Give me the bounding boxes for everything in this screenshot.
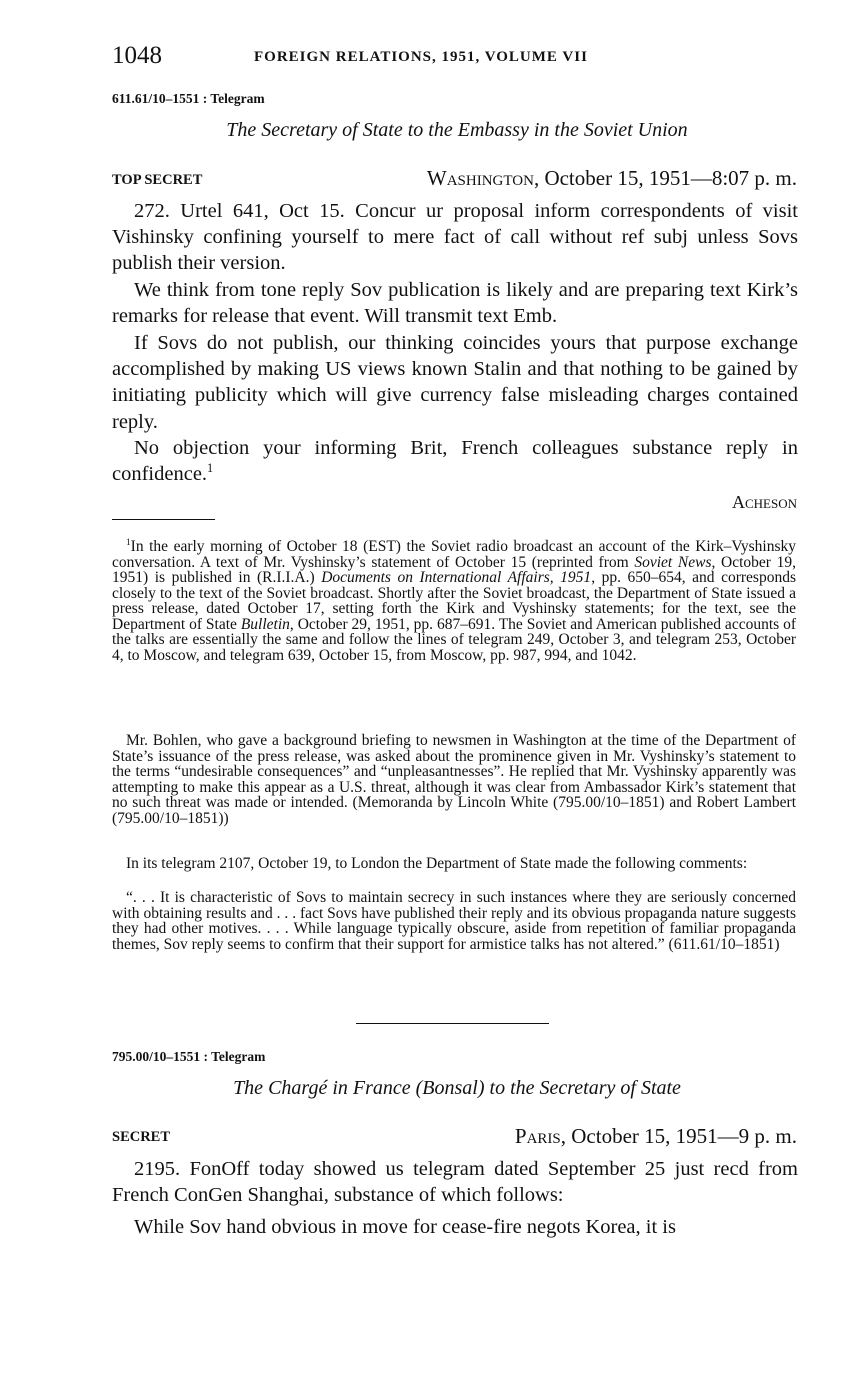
doc1-dateline: [427, 166, 797, 191]
doc2-title: The Chargé in France (Bonsal) to the Secretary of State: [233, 1077, 681, 1099]
footnote-paragraph-2: Mr. Bohlen, who gave a background briefing to newsmen in Washington at the time of the Department of State’s issuance of the press release, was asked about the prominence given in Mr. Vyshinsky’s statement to the terms “undesirable consequences” and “unpleasantnesses”. He replied that Mr. Vyshinsky apparently was attempting to make this appear as a U.S. threat, although it was clear from Ambassador Kirk’s statement that no such threat was made or intended. (Memoranda by Lincoln White (795.00/10–1851) and Robert Lambert (795.00/10–1851)): [112, 732, 796, 827]
doc2-paragraph-1: 2195. FonOff today showed us telegram dated September 25 just recd from French ConGen Shanghai, substance of which follows:: [112, 1158, 798, 1207]
footnote-paragraph-3: In its telegram 2107, October 19, to London the Department of State made the following comments:: [126, 855, 748, 872]
doc1-file-ref: 611.61/10–1551 : Telegram: [112, 91, 265, 106]
page-number: 1048: [112, 42, 162, 69]
footnote-marker: 1: [126, 537, 131, 548]
footnote-reference: 1: [207, 461, 214, 476]
running-head: FOREIGN RELATIONS, 1951, VOLUME VII: [254, 49, 588, 65]
page-header: [112, 40, 802, 74]
footnote-paragraph-1: $^1$In the early morning of October 18 (EST) the Soviet radio broadcast an account of the Kirk–Vyshinsky conversation. A text of Mr. Vyshinsky’s statement of October 15 (reprinted from Soviet News, October 19, 1951) is published in (R.I.I.A.) Documents on International Affairs, 1951, pp. 650–654, and corresponds closely to the text of the Soviet broadcast. Shortly after the Soviet broadcast, the Department of State issued a press release, dated October 17, setting forth the Kirk and Vyshinsky statements; for the text, see the Department of State Bulletin, October 29, 1951, pp. 687–691. The Soviet and American published accounts of the talks are essentially the same and follow the lines of telegram 249, October 3, and telegram 253, October 4, to Moscow, and telegram 639, October 15, from Moscow, pp. 987, 994, and 1042.: [112, 537, 796, 664]
footnote-paragraph-4: “. . . It is characteristic of Sovs to maintain secrecy in such instances where they are seriously concerned with obtaining results and . . . fact Sovs have published their reply and its obvious propaganda nature suggests they had other motives. . . . While language typically obscure, aside from repetition of familiar propaganda themes, Sov reply seems to confirm that their support for armistice talks has not altered.” (611.61/10–1851): [112, 889, 796, 953]
doc2-classification: SECRET: [112, 1129, 171, 1145]
doc1-signature: Acheson: [731, 492, 797, 512]
doc1-classification: TOP SECRET: [112, 172, 203, 188]
doc2-dateline: [515, 1124, 797, 1149]
doc2-paragraph-2: While Sov hand obvious in move for cease-fire negots Korea, it is: [134, 1216, 676, 1238]
doc1-date: , October 15, 1951—8:07 p. m.: [533, 166, 797, 190]
doc1-paragraph-1: 272. Urtel 641, Oct 15. Concur ur proposal inform correspondents of visit Vishinsky confining yourself to mere fact of call without ref subj unless Sovs publish their version.: [112, 200, 798, 275]
doc1-paragraph-2: We think from tone reply Sov publication is likely and are preparing text Kirk’s remarks for release that event. Will transmit text Emb.: [112, 279, 798, 328]
doc2-place: Paris: [514, 1124, 561, 1148]
doc1-paragraph-4: [112, 435, 798, 487]
doc1-title: The Secretary of State to the Embassy in the Soviet Union: [226, 119, 688, 141]
footnote-divider: [112, 519, 215, 520]
doc1-paragraph-3: If Sovs do not publish, our thinking coincides yours that purpose exchange accomplished by making US views known Stalin and that nothing to be gained by initiating publicity which will give currency false misleading charges contained reply.: [112, 332, 798, 433]
doc1-paragraph-4-text: No objection your informing Brit, French colleagues substance reply in confidence.: [112, 437, 798, 486]
doc1-place: Washington: [426, 166, 534, 190]
doc2-file-ref: 795.00/10–1551 : Telegram: [112, 1049, 266, 1064]
document-separator: [356, 1023, 549, 1024]
doc2-date: , October 15, 1951—9 p. m.: [560, 1124, 797, 1148]
